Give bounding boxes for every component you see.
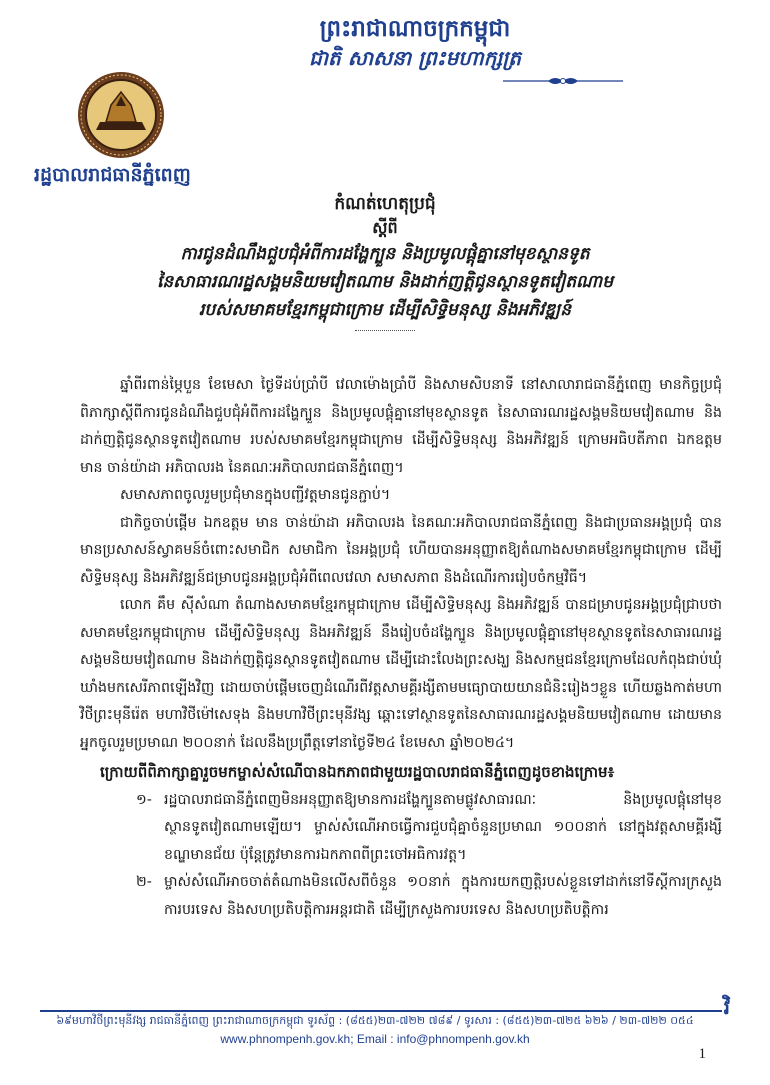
footer-divider	[40, 1010, 722, 1012]
list-item	[136, 787, 722, 870]
list-item	[136, 869, 722, 924]
list-item-text: ម្ចាស់សំណើអាចចាត់តំណាងមិនលើសពីចំនួន ១០នាក់ ក្នុងការយកញត្តិរបស់ខ្លួនទៅដាក់នៅទីស្តីការក្រសួងការបរទេស និងសហប្រតិបត្តិការអន្តរជាតិ ដើម្បីក្រសួងការបរទេស និងសហប្រតិបត្តិការ	[164, 874, 722, 918]
paragraph-2: សមាសភាពចូលរួមប្រជុំមានក្នុងបញ្ជីវត្តមានជូនភ្ជាប់។	[120, 487, 391, 503]
document-body	[80, 372, 722, 924]
document-title	[40, 192, 730, 333]
city-seal-icon	[76, 70, 166, 160]
list-item-text: រដ្ឋបាលរាជធានីភ្នំពេញមិនអនុញ្ញាតឱ្យមានការដង្ហែក្បួនតាមផ្លូវសាធារណៈ និងប្រមូលផ្តុំនៅមុខស្ថានទូតវៀតណាមឡើយ។ ម្ចាស់សំណើអាចធ្វើការជួបជុំគ្នាចំនួនប្រមាណ ១០០នាក់ នៅក្នុងវត្តសាមគ្គីរង្សី ខណ្ឌមានជ័យ ប៉ុន្តែត្រូវមានការឯកភាពពីព្រះចៅអធិការវត្ត។	[164, 791, 722, 863]
title-line-3: ការជូនដំណឹងជួបជុំអំពីការដង្ហែក្បួន និងប្រមូលផ្តុំគ្នានៅមុខស្ថានទូត	[180, 244, 590, 264]
title-line-2: ស្តីពី	[372, 218, 398, 237]
national-motto: ជាតិ សាសនា ព្រះមហាក្សត្រ	[309, 46, 521, 70]
ornament-divider-icon	[503, 74, 623, 88]
footer-address: ៦៩មហាវិថីព្រះមុនីវង្ស រាជធានីភ្នំពេញ ព្រះរាជាណាចក្រកម្ពុជា ទូរស័ព្ទ : (៨៥៥)២៣-៧២២ ៧៨៩ / ទូរសារ : (៨៥៥)២៣-៧២៥ ៦២៦ / ២៣-៧២២ ០៥៤	[56, 1014, 694, 1027]
paragraph-4: លោក គឹម ស៊ីសំណា តំណាងសមាគមខ្មែរកម្ពុជាក្រោម ដើម្បីសិទ្ធិមនុស្ស និងអភិវឌ្ឍន៍ បានជម្រាបជូនអង្គប្រជុំជ្រាបថា សមាគមខ្មែរកម្ពុជាក្រោម ដើម្បីសិទ្ធិមនុស្ស និងអភិវឌ្ឍន៍ នឹងរៀបចំដង្ហែក្បួន និងប្រមូលផ្តុំគ្នានៅមុខស្ថានទូតនៃសាធារណរដ្ឋសង្គមនិយមវៀតណាម និងដាក់ញត្តិជូនស្ថានទូតវៀតណាម ដើម្បីដោះលែងព្រះសង្ឃ និងសកម្មជនខ្មែរក្រោមដែលកំពុងជាប់ឃុំឃាំងមកសេរីភាពឡើងវិញ ដោយចាប់ផ្តើមចេញដំណើរពីវត្តសាមគ្គីរង្សីតាមមធ្យោបាយយានជំនិះរៀងៗខ្លួន ហើយឆ្លងកាត់មហាវិថីព្រះមុនីរ៉េត មហាវិថីម៉ៅសេទុង និងមហាវិថីព្រះមុនីវង្ស ឆ្ពោះទៅស្ថានទូតនៃសាធារណរដ្ឋសង្គមនិយមវៀតណាម ដោយមានអ្នកចូលរួមប្រមាណ ២០០នាក់ ដែលនឹងប្រព្រឹត្តទៅនាថ្ងៃទី២៤ ខែមេសា ឆ្នាំ២០២៤។	[80, 597, 722, 751]
title-divider	[355, 330, 415, 333]
title-line-4: នៃសាធារណរដ្ឋសង្គមនិយមវៀតណាម និងដាក់ញត្តិជូនស្ថានទូតវៀតណាម	[157, 272, 613, 292]
page-number: 1	[698, 1046, 706, 1062]
title-line-1: កំណត់ហេតុប្រជុំ	[334, 194, 436, 214]
list-item-number: ២-	[136, 874, 152, 890]
issuing-authority: រដ្ឋបាលរាជធានីភ្នំពេញ	[34, 164, 191, 186]
paragraph-1: ឆ្នាំពីរពាន់ម្ភៃបួន ខែមេសា ថ្ងៃទីដប់ប្រាំបី វេលាម៉ោងប្រាំបី និងសាមសិបនាទី នៅសាលារាជធានីភ្នំពេញ មានកិច្ចប្រជុំពិភាក្សាស្តីពីការជូនដំណឹងជួបជុំអំពីការដង្ហែក្បួន និងប្រមូលផ្តុំគ្នានៅមុខស្ថានទូត នៃសាធារណរដ្ឋសង្គមនិយមវៀតណាម និងដាក់ញត្តិជូនស្ថានទូតវៀតណាម របស់សមាគមខ្មែរកម្ពុជាក្រោម ដើម្បីសិទ្ធិមនុស្ស និងអភិវឌ្ឍន៍ ក្រោមអធិបតីភាព ឯកឧត្តម មាន ចាន់យ៉ាដា អភិបាលរង នៃគណៈអភិបាលរាជធានីភ្នំពេញ។	[80, 377, 722, 476]
title-line-5: របស់សមាគមខ្មែរកម្ពុជាក្រោម ដើម្បីសិទ្ធិមនុស្ស និងអភិវឌ្ឍន៍	[198, 300, 571, 320]
paragraph-3: ជាកិច្ចចាប់ផ្តើម ឯកឧត្តម មាន ចាន់យ៉ាដា អភិបាលរង នៃគណៈអភិបាលរាជធានីភ្នំពេញ និងជាប្រធានអង្គប្រជុំ បានមានប្រសាសន៍ស្វាគមន៍ចំពោះសមាជិក សមាជិកា នៃអង្គប្រជុំ ហើយបានអនុញ្ញាតឱ្យតំណាងសមាគមខ្មែរកម្ពុជាក្រោម ដើម្បីសិទ្ធិមនុស្ស និងអភិវឌ្ឍន៍ជម្រាបជូនអង្គប្រជុំអំពីពេលវេលា សមាសភាព និងដំណើរការរៀបចំកម្មវិធី។	[80, 514, 722, 586]
footer-contact: www.phnompenh.gov.kh; Email : info@phnompenh.gov.kh	[220, 1032, 530, 1046]
footer-mark: វិ	[723, 995, 730, 1019]
list-item-number: ១-	[136, 791, 152, 808]
paragraph-5: ក្រោយពីពិភាក្សាគ្នារួចមកម្ចាស់សំណើបានឯកភាពជាមួយរដ្ឋបាលរាជធានីភ្នំពេញដូចខាងក្រោម៖	[100, 763, 615, 781]
kingdom-heading: ព្រះរាជាណាចក្រកម្ពុជា	[319, 16, 511, 42]
